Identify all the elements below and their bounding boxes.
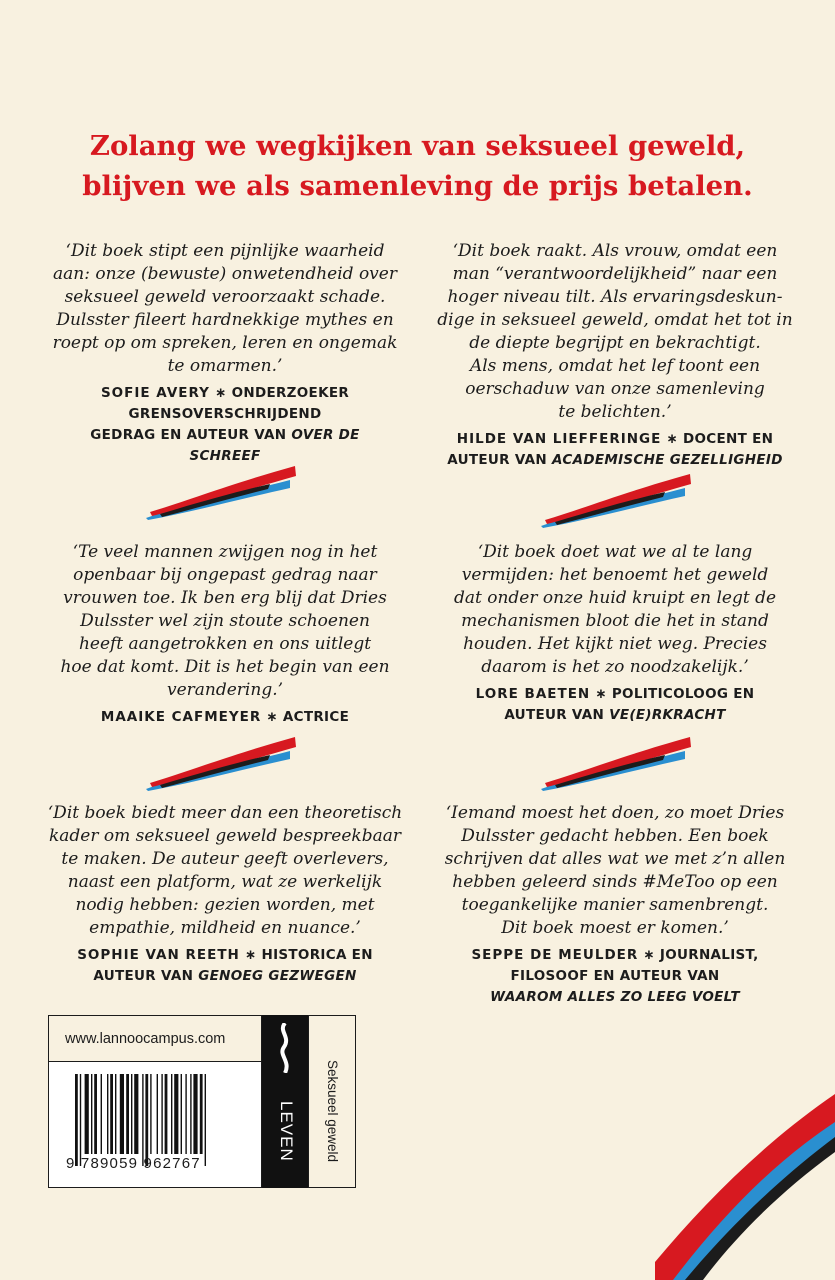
headline [0, 126, 835, 206]
author-name: SOFIE AVERY [100, 385, 210, 401]
separator-glyph: ∗ [244, 947, 257, 963]
quote-line: nodig hebben: gezien worden, met [75, 895, 375, 915]
author-role: AUTEUR VAN [504, 707, 605, 723]
quote-text [40, 240, 410, 378]
quote-line: te omarmen.’ [167, 356, 283, 376]
book-title: OVER DE [291, 427, 360, 443]
barcode-bar [131, 1074, 132, 1154]
quote-line: Dulsster wel zijn stoute schoenen [80, 611, 370, 631]
attribution [40, 707, 410, 728]
quote-line: Dit boek moest er komen.’ [501, 918, 729, 938]
quote-line: seksueel geweld veroorzaakt schade. [64, 287, 386, 307]
author-role: AUTEUR VAN [447, 452, 548, 468]
barcode-bar [91, 1074, 92, 1154]
attribution [40, 383, 410, 467]
quote-line: te belichten.’ [558, 402, 672, 422]
barcode-bar [115, 1074, 116, 1154]
isbn-number: 9 789059 962767 [66, 1155, 201, 1172]
barcode-bar [185, 1074, 186, 1154]
separator-glyph: ∗ [266, 709, 278, 725]
barcode-bar [150, 1074, 151, 1154]
author-role: ONDERZOEKER [231, 385, 350, 401]
brush-stroke-corner [655, 1092, 835, 1280]
barcode-bar [75, 1074, 78, 1166]
quote-line: hoger niveau tilt. Als ervaringsdeskun- [447, 287, 783, 307]
barcode-bar [101, 1074, 102, 1154]
separator-glyph: ∗ [666, 431, 678, 447]
barcode-bar [205, 1074, 206, 1166]
barcode-bar [171, 1074, 172, 1154]
quote-hilde-van-liefferinge [430, 240, 800, 471]
quote-line: mechanismen bloot die het in stand [461, 611, 769, 631]
author-name: SOPHIE VAN REETH [77, 947, 240, 963]
quote-line: openbaar bij ongepast gedrag naar [73, 565, 377, 585]
book-title: GENOEG GEZWEGEN [198, 968, 357, 984]
quote-sofie-avery [40, 240, 410, 467]
publisher-logo-icon [276, 1023, 294, 1073]
brush-stroke-divider [140, 462, 300, 522]
spine-title-box [308, 1015, 356, 1188]
barcode-bar [193, 1074, 197, 1154]
barcode-bar [142, 1074, 143, 1166]
quote-line: vermijden: het benoemt het geweld [461, 565, 769, 585]
author-role: ACTRICE [282, 709, 350, 725]
quote-line: roept op om spreken, leren en ongemak [52, 333, 398, 353]
attribution [430, 684, 800, 726]
separator-glyph: ∗ [595, 686, 607, 702]
spine-title: Seksueel geweld [325, 1060, 340, 1163]
quote-line: dige in seksueel geweld, omdat het tot in [437, 310, 793, 330]
barcode-bar [134, 1074, 138, 1154]
quote-line: ‘Dit boek biedt meer dan een theoretisch [47, 803, 403, 823]
quote-line: ‘Iemand moest het doen, zo moet Dries [445, 803, 785, 823]
quote-text [430, 541, 800, 679]
quote-line: daarom is het zo noodzakelijk.’ [481, 657, 749, 677]
quote-line: Als mens, omdat het lef toont een [469, 356, 761, 376]
author-role: GRENSOVERSCHRIJDEND [128, 406, 322, 422]
quote-line: ‘Dit boek doet wat we al te lang [477, 542, 753, 562]
barcode-bar [110, 1074, 113, 1154]
quote-line: man “verantwoordelijkheid” naar een [452, 264, 778, 284]
quote-line: empathie, mildheid en nuance.’ [89, 918, 361, 938]
author-name: SEPPE DE MEULDER [471, 947, 639, 963]
author-role: FILOSOOF EN AUTEUR VAN [510, 968, 720, 984]
quote-seppe-de-meulder [430, 802, 800, 1008]
separator-glyph: ∗ [214, 385, 227, 401]
barcode-bar [157, 1074, 158, 1154]
brush-stroke-divider [535, 470, 695, 530]
quote-line: toegankelijke manier samenbrengt. [461, 895, 769, 915]
barcode-bar [107, 1074, 108, 1154]
quote-text [40, 802, 410, 940]
quote-line: oerschaduw van onze samenleving [465, 379, 765, 399]
quote-line: de diepte begrijpt en bekrachtigt. [469, 333, 761, 353]
attribution [430, 429, 800, 471]
author-role: DOCENT EN [682, 431, 774, 447]
author-role: POLITICOLOOG EN [611, 686, 755, 702]
barcode-bar [126, 1074, 129, 1154]
quote-text [40, 541, 410, 702]
quote-line: naast een platform, wat ze werkelijk [67, 872, 383, 892]
book-title: ACADEMISCHE GEZELLIGHEID [552, 452, 783, 468]
barcode-bar [94, 1074, 97, 1154]
quote-line: dat onder onze huid kruipt en legt de [453, 588, 777, 608]
author-name: LORE BAETEN [475, 686, 591, 702]
barcode-bar [80, 1074, 81, 1166]
barcode-bar [120, 1074, 124, 1154]
quote-line: vrouwen toe. Ik ben erg blij dat Dries [63, 588, 387, 608]
quote-text [430, 802, 800, 940]
author-name: HILDE VAN LIEFFERINGE [456, 431, 662, 447]
quote-sophie-van-reeth [40, 802, 410, 987]
quote-maaike-cafmeyer [40, 541, 410, 728]
quote-line: hoe dat komt. Dit is het begin van een [60, 657, 390, 677]
barcode-bar [174, 1074, 178, 1154]
book-title: VE(E)RKRACHT [609, 707, 726, 723]
quote-line: kader om seksueel geweld bespreekbaar [48, 826, 402, 846]
headline-line-2: blijven we als samenleving de prijs betalen. [82, 170, 753, 202]
author-role: AUTEUR VAN [93, 968, 194, 984]
publisher-url: www.lannoocampus.com [48, 1015, 262, 1062]
quote-line: heeft aangetrokken en ons uitlegt [78, 634, 372, 654]
attribution [430, 945, 800, 1008]
brush-stroke-divider [535, 733, 695, 793]
author-name: MAAIKE CAFMEYER [100, 709, 262, 725]
barcode-bar [200, 1074, 203, 1154]
author-role: HISTORICA EN [261, 947, 373, 963]
headline-line-1: Zolang we wegkijken van seksueel geweld, [89, 130, 746, 162]
quote-line: Dulsster fileert hardnekkige mythes en [56, 310, 394, 330]
barcode-bar [161, 1074, 162, 1154]
attribution [40, 945, 410, 987]
author-role: JOURNALIST, [659, 947, 759, 963]
brush-stroke-divider [140, 733, 300, 793]
quote-line: houden. Het kijkt niet weg. Precies [463, 634, 767, 654]
category-label: LEVEN [277, 1101, 296, 1162]
quote-line: verandering.’ [166, 680, 284, 700]
book-title: SCHREEF [189, 448, 261, 464]
quote-line: ‘Te veel mannen zwijgen nog in het [72, 542, 378, 562]
quote-line: Dulsster gedacht hebben. Een boek [461, 826, 769, 846]
barcode-bar [165, 1074, 168, 1154]
barcode-bar [85, 1074, 89, 1154]
book-title: WAAROM ALLES ZO LEEG VOELT [490, 989, 740, 1005]
quote-text [430, 240, 800, 424]
quote-line: ‘Dit boek raakt. Als vrouw, omdat een [452, 241, 778, 261]
author-role: GEDRAG EN AUTEUR VAN [90, 427, 287, 443]
barcode-bar [190, 1074, 191, 1154]
quote-line: hebben geleerd sinds #MeToo op een [452, 872, 778, 892]
quote-lore-baeten [430, 541, 800, 726]
quote-line: aan: onze (bewuste) onwetendheid over [53, 264, 397, 284]
quote-line: te maken. De auteur geeft overlevers, [61, 849, 389, 869]
quote-line: schrijven dat alles wat we met z’n allen [444, 849, 786, 869]
barcode-bar [145, 1074, 148, 1166]
category-strip [262, 1015, 308, 1188]
separator-glyph: ∗ [643, 947, 655, 963]
barcode-bar [181, 1074, 182, 1154]
quote-line: ‘Dit boek stipt een pijnlijke waarheid [65, 241, 385, 261]
